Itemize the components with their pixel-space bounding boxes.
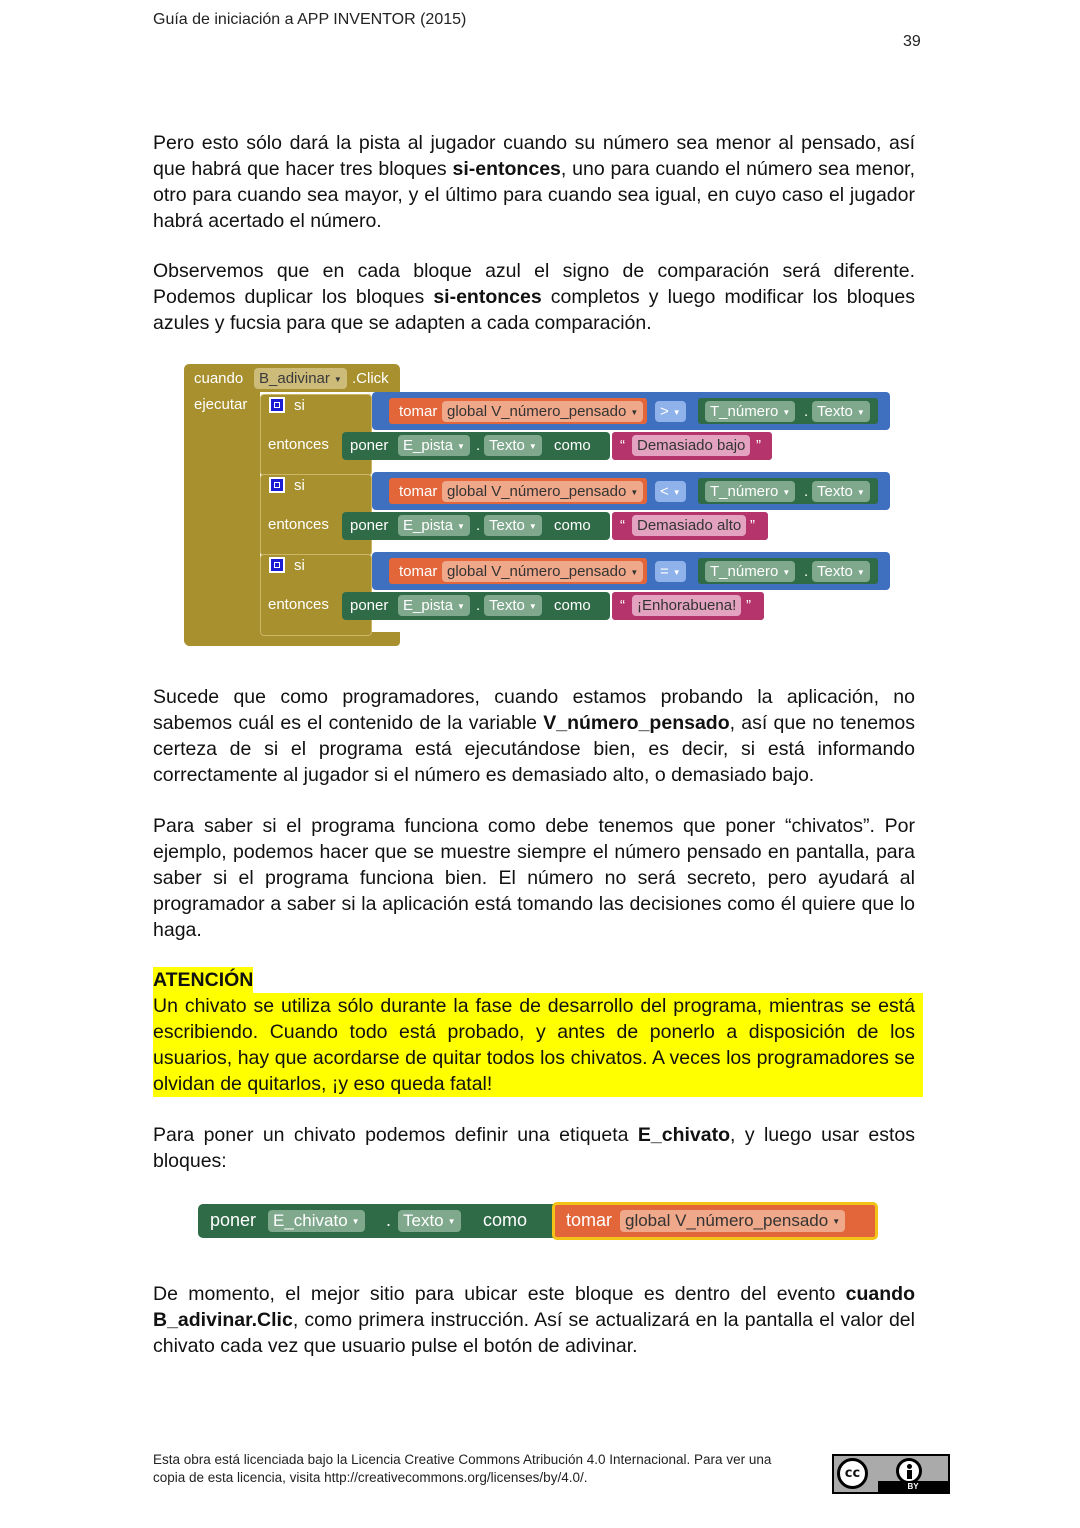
- property-dropdown[interactable]: Texto ▼: [812, 401, 870, 422]
- quote-icon: “: [620, 517, 625, 534]
- quote-icon: “: [620, 437, 625, 454]
- property-dropdown[interactable]: Texto ▼: [484, 595, 542, 616]
- bold-term: cuando B_adivinar.Clic: [153, 1283, 915, 1331]
- bold-term: si-entonces: [433, 286, 542, 308]
- operator-dropdown[interactable]: = ▼: [655, 561, 686, 582]
- como-label: como: [554, 597, 591, 614]
- entonces-label: entonces: [268, 516, 329, 533]
- bold-term: E_chivato: [637, 1124, 731, 1146]
- text-field[interactable]: Demasiado bajo: [632, 435, 750, 456]
- poner-label: poner: [350, 597, 389, 614]
- property-dropdown[interactable]: Texto ▼: [398, 1210, 461, 1232]
- text-field[interactable]: ¡Enhorabuena!: [632, 595, 741, 616]
- component-dropdown[interactable]: E_pista ▼: [398, 435, 470, 456]
- quote-icon: ”: [756, 437, 761, 454]
- poner-label: poner: [210, 1210, 257, 1230]
- property-dropdown[interactable]: Texto ▼: [812, 561, 870, 582]
- attention-body: Un chivato se utiliza sólo durante la fase de desarrollo del programa, mientras se está escribiendo. Cuando todo está probado, y antes de ponerlo a disposición de los usuarios, hay que acordarse de quitar todos los chivatos. A veces los programadores se olvidan de quitarlos, ¡y eso queda fatal!: [153, 993, 923, 1097]
- dot-label: .: [386, 1210, 392, 1230]
- dot-label: .: [476, 517, 481, 534]
- license-line-2: copia de esta licencia, visita http://creativecommons.org/licenses/by/4.0/.: [153, 1470, 588, 1485]
- tomar-label: tomar: [399, 483, 438, 500]
- cc-by-badge: [832, 1454, 950, 1494]
- cuando-label: cuando: [194, 370, 244, 387]
- attention-title: ATENCIÓN: [153, 969, 254, 991]
- si-label: si: [294, 397, 305, 414]
- como-label: como: [554, 437, 591, 454]
- blocks-diagram-adivinar: [184, 364, 894, 648]
- component-dropdown[interactable]: T_número ▼: [705, 481, 795, 502]
- poner-label: poner: [350, 437, 389, 454]
- ejecutar-label: ejecutar: [194, 396, 248, 413]
- dot-label: .: [804, 483, 809, 500]
- tomar-label: tomar: [566, 1210, 613, 1230]
- license-footer: [153, 1451, 793, 1487]
- attention-box: [153, 967, 923, 1097]
- page-number: 39: [903, 33, 921, 50]
- operator-dropdown[interactable]: < ▼: [655, 481, 686, 502]
- paragraph-4: Para saber si el programa funciona como debe tenemos que poner “chivatos”. Por ejemplo, podemos hacer que se muestre siempre el número pensado en pantalla, para saber si el programa funciona bien. El número no será secreto, pero ayudará al programador a saber si la aplicación está tomando las decisiones como él quiere que lo haga.: [153, 815, 915, 941]
- paragraph-1: [153, 130, 915, 234]
- tomar-label: tomar: [399, 403, 438, 420]
- si-label: si: [294, 477, 305, 494]
- paragraph-text: Observemos que en cada bloque azul el signo de comparación será diferente. Podemos duplicar los bloques: [153, 260, 915, 308]
- como-label: como: [554, 517, 591, 534]
- como-label: como: [483, 1210, 528, 1230]
- paragraph-text: , uno para cuando el número sea menor, otro para cuando sea mayor, y el último para cuando sea igual, en cuyo caso el jugador habrá acertado el número.: [153, 158, 915, 232]
- paragraph-text: Pero esto sólo dará la pista al jugador cuando su número sea menor al pensado, así que habrá que hacer tres bloques: [153, 132, 915, 180]
- blocks-diagram-chivato: [198, 1202, 880, 1242]
- running-header: Guía de iniciación a APP INVENTOR (2015): [153, 11, 467, 28]
- operator-dropdown[interactable]: > ▼: [655, 401, 686, 422]
- bold-term: V_número_pensado: [543, 712, 730, 734]
- poner-label: poner: [350, 517, 389, 534]
- paragraph-3: [153, 684, 915, 788]
- paragraph-5: [153, 1122, 915, 1174]
- mutator-icon[interactable]: [269, 557, 285, 573]
- dot-label: .: [476, 597, 481, 614]
- dot-label: .: [476, 437, 481, 454]
- paragraph-text: Sucede que como programadores, cuando estamos probando la aplicación, no sabemos cuál es el contenido de la variable: [153, 686, 915, 734]
- entonces-label: entonces: [268, 436, 329, 453]
- license-line-1: Esta obra está licenciada bajo la Licencia Creative Commons Atribución 4.0 Internacional. Para ver una: [153, 1452, 772, 1467]
- component-dropdown[interactable]: E_pista ▼: [398, 595, 470, 616]
- event-name-label: .Click: [352, 370, 389, 387]
- component-dropdown[interactable]: E_pista ▼: [398, 515, 470, 536]
- paragraph-text: De momento, el mejor sitio para ubicar este bloque es dentro del evento: [153, 1283, 846, 1305]
- dot-label: .: [804, 563, 809, 580]
- paragraph-2: [153, 258, 915, 336]
- quote-icon: “: [620, 597, 625, 614]
- paragraph-text: completos y luego modificar los bloques azules y fucsia para que se adapten a cada comparación.: [153, 286, 915, 334]
- text-field[interactable]: Demasiado alto: [632, 515, 746, 536]
- property-dropdown[interactable]: Texto ▼: [484, 435, 542, 456]
- variable-dropdown[interactable]: global V_número_pensado ▼: [442, 481, 643, 502]
- bold-term: si-entonces: [452, 158, 561, 180]
- variable-dropdown[interactable]: global V_número_pensado ▼: [442, 561, 643, 582]
- mutator-icon[interactable]: [269, 397, 285, 413]
- dot-label: .: [804, 403, 809, 420]
- si-label: si: [294, 557, 305, 574]
- component-dropdown[interactable]: T_número ▼: [705, 401, 795, 422]
- entonces-label: entonces: [268, 596, 329, 613]
- property-dropdown[interactable]: Texto ▼: [812, 481, 870, 502]
- paragraph-text: , y luego usar estos bloques:: [153, 1124, 916, 1172]
- component-dropdown[interactable]: B_adivinar ▼: [254, 368, 347, 389]
- by-label: BY: [878, 1481, 948, 1492]
- tomar-label: tomar: [399, 563, 438, 580]
- paragraph-text: , así que no tenemos certeza de si el programa está ejecutándose bien, es decir, si está informando correctamente al jugador si el número es demasiado alto, o demasiado bajo.: [153, 712, 915, 786]
- variable-dropdown[interactable]: global V_número_pensado ▼: [620, 1210, 845, 1232]
- component-dropdown[interactable]: E_chivato ▼: [268, 1210, 365, 1232]
- quote-icon: ”: [746, 597, 751, 614]
- paragraph-6: [153, 1281, 915, 1359]
- paragraph-text: , como primera instrucción. Así se actualizará en la pantalla el valor del chivato cada vez que usuario pulse el botón de adivinar.: [153, 1309, 915, 1357]
- cc-icon: cc: [837, 1458, 868, 1489]
- paragraph-text: Para poner un chivato podemos definir una etiqueta: [153, 1124, 638, 1146]
- quote-icon: ”: [750, 517, 755, 534]
- event-block-body: [184, 392, 260, 646]
- variable-dropdown[interactable]: global V_número_pensado ▼: [442, 401, 643, 422]
- mutator-icon[interactable]: [269, 477, 285, 493]
- property-dropdown[interactable]: Texto ▼: [484, 515, 542, 536]
- component-dropdown[interactable]: T_número ▼: [705, 561, 795, 582]
